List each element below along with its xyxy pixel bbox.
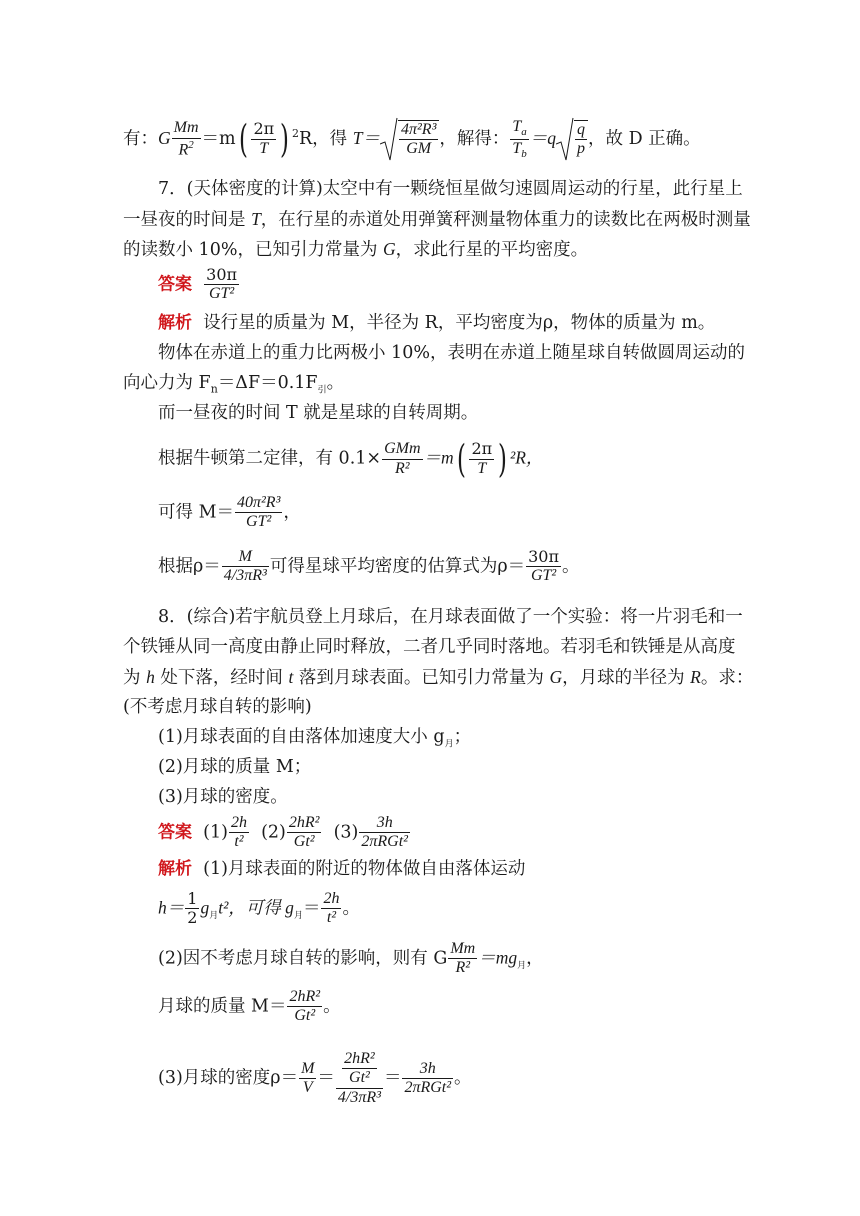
analysis-label: 解析: [158, 313, 192, 333]
fraction-2pi-t: [251, 120, 276, 158]
q8-analysis-3: (2)因不考虑月球自转的影响，则有 G $\frac{Mm}{\text{R²}}$ $=mg_月$，: [158, 940, 544, 977]
text: ＝m: [201, 128, 236, 149]
text: ，在行星的赤道处用弹簧秤测量物体重力的读数比在两极时测量: [260, 210, 751, 230]
denominator: R²: [394, 459, 410, 477]
right-paren: ): [280, 117, 290, 162]
sqrt-q-p: [556, 120, 588, 159]
numerator: Mm: [172, 119, 201, 138]
q7-analysis-4: 而一昼夜的时间 T 就是星球的自转周期。: [158, 403, 479, 423]
q7-analysis-7: [158, 548, 778, 586]
numerator: 2π: [253, 119, 275, 139]
var-t: T: [251, 209, 261, 229]
text: 根据牛顿第二定律，有 0.1×: [158, 448, 382, 469]
denominator: GM: [406, 140, 432, 158]
q7-analysis-6: [158, 494, 778, 532]
q8-analysis-4: 月球的质量 M＝ $\frac{\text{2hR²}}{\text{Gt²}}$ 。: [158, 988, 341, 1025]
text: ，解得：: [439, 128, 510, 149]
text: 向心力为 F: [123, 373, 211, 393]
text: ＝ΔF＝0.1F: [217, 373, 318, 393]
q8-sub3: (3)月球的密度。: [158, 787, 288, 807]
numerator: GMm: [382, 440, 422, 459]
numerator: M: [222, 548, 269, 567]
q8-line3: 为 h 处下落，经时间 t 落到月球表面。已知引力常量为 G，月球的半径为 R。求：: [123, 667, 754, 688]
text: 一昼夜的时间是: [123, 210, 252, 230]
var-g: G: [158, 127, 171, 148]
numerator: 4π²R³: [399, 121, 438, 140]
numerator: 2π: [471, 439, 493, 459]
radical-icon: [380, 116, 398, 164]
text: ，求此行星的平均密度。: [395, 240, 589, 260]
q8-analysis-1: 解析 (1)月球表面的附近的物体做自由落体运动: [158, 859, 526, 879]
q8-analysis-2: h＝ $\frac{1}{2}$ $g_月t^2$，可得 $g_月=$ $\frac{2h}{\text{t²}}$ 。: [158, 889, 360, 928]
q7-line3: [123, 236, 743, 263]
numerator: 30π: [528, 547, 559, 566]
denominator: GT²: [246, 513, 272, 531]
sub-yin: 引: [317, 385, 327, 396]
text: R，得: [299, 128, 353, 149]
denominator: GT²: [208, 285, 235, 303]
text: ，: [283, 502, 301, 523]
ta: T: [512, 118, 522, 135]
denominator: p: [577, 140, 586, 158]
answer-label: 答案: [158, 274, 192, 295]
text: ＝m: [423, 447, 454, 468]
analysis-label: 解析: [158, 859, 192, 879]
text: 的读数小 10%，已知引力常量为: [123, 240, 384, 260]
text: 可得星球平均密度的估算式为ρ＝: [269, 556, 526, 577]
q7-line1: 7．(天体密度的计算)太空中有一颗绕恒星做匀速圆周运动的行星，此行星上: [158, 179, 743, 199]
answer-label: 答案: [158, 822, 192, 843]
previous-conclusion: 有：G $\frac{Mm}{R^2}$ ＝m( $\frac{2\pi}{T}$ ) $^2$R，得 T＝ $\frac{\text{4π²R³}}{GM}$ ，解得： $\frac{T_a}{T_b}$ ＝q $\frac{q}{p}$ ，故 D 正确。: [123, 118, 743, 161]
text: 设行星的质量为 M，半径为 R，平均密度为ρ，物体的质量为 m。: [203, 313, 716, 333]
answer-fraction: [204, 266, 239, 304]
numerator: 40π²R³: [235, 494, 282, 513]
numerator: 30π: [206, 265, 238, 284]
numerator: q: [575, 121, 587, 140]
fraction-ta-tb: [510, 118, 528, 161]
sqrt-expression: [380, 120, 439, 159]
den-text: R: [178, 140, 189, 158]
denominator: GT²: [530, 567, 557, 585]
sub-a: a: [521, 126, 527, 139]
q8-sub2: (2)月球的质量 M；: [158, 757, 312, 777]
text: 。: [562, 556, 580, 577]
text: T＝: [352, 127, 380, 148]
denominator: 4/3πR³: [223, 567, 267, 585]
q8-analysis-5: (3)月球的密度ρ＝ $\frac{M}{V}$ ＝ $\frac{\frac{\text{2hR²}}{\text{Gt²}}}{\text{4/3πR³}}$ ＝ $\frac{3h}{\text{2πRGt²}}$ 。: [158, 1050, 472, 1106]
q7-analysis-3: [123, 370, 743, 404]
radical-icon: [556, 116, 574, 164]
q7-line2: [123, 206, 751, 233]
q8-line2: 个铁锤从同一高度由静止同时释放，二者几乎同时落地。若羽毛和铁锤是从高度: [123, 637, 736, 657]
q7-analysis-5: 根据牛顿第二定律，有 0.1× $\frac{\text{GMm}}{\text{R²}}$ ＝m( $\frac{2\pi}{T}$ ) ²R，: [158, 437, 544, 481]
denominator: T: [477, 459, 487, 477]
text: 根据ρ＝: [158, 556, 221, 577]
q8-line4: (不考虑月球自转的影响): [123, 697, 312, 717]
q7-analysis-2: 物体在赤道上的重力比两极小 10%，表明在赤道上随星球自转做圆周运动的: [158, 343, 745, 363]
left-paren: (: [238, 117, 248, 162]
q7-analysis-1: [158, 310, 778, 336]
q8-sub1: (1)月球表面的自由落体加速度大小 $g_月$；: [158, 727, 472, 750]
text: 可得 M＝: [158, 502, 234, 523]
var-g: G: [383, 239, 396, 259]
text: ²R，: [510, 447, 544, 468]
denominator: T: [259, 139, 269, 157]
text: 。: [326, 373, 345, 393]
text: ，故 D 正确。: [588, 128, 701, 149]
text: ＝q: [529, 127, 557, 148]
sub-n: n: [210, 382, 218, 396]
tb: T: [512, 139, 522, 157]
fraction-mm-r2: [172, 119, 201, 159]
q8-line1: 8．(综合)若宇航员登上月球后，在月球表面做了一个实验：将一片羽毛和一: [158, 607, 743, 627]
sub-b: b: [521, 148, 527, 161]
text: 有：: [123, 128, 158, 149]
q8-answer: 答案 (1) $\frac{2h}{\text{t²}}$ (2) $\frac{\text{2hR²}}{\text{Gt²}}$ (3) $\frac{3h}{\text{2πRGt²}}$: [158, 814, 408, 851]
denominator: $R^2$: [178, 138, 194, 158]
q7-answer: [158, 266, 778, 304]
